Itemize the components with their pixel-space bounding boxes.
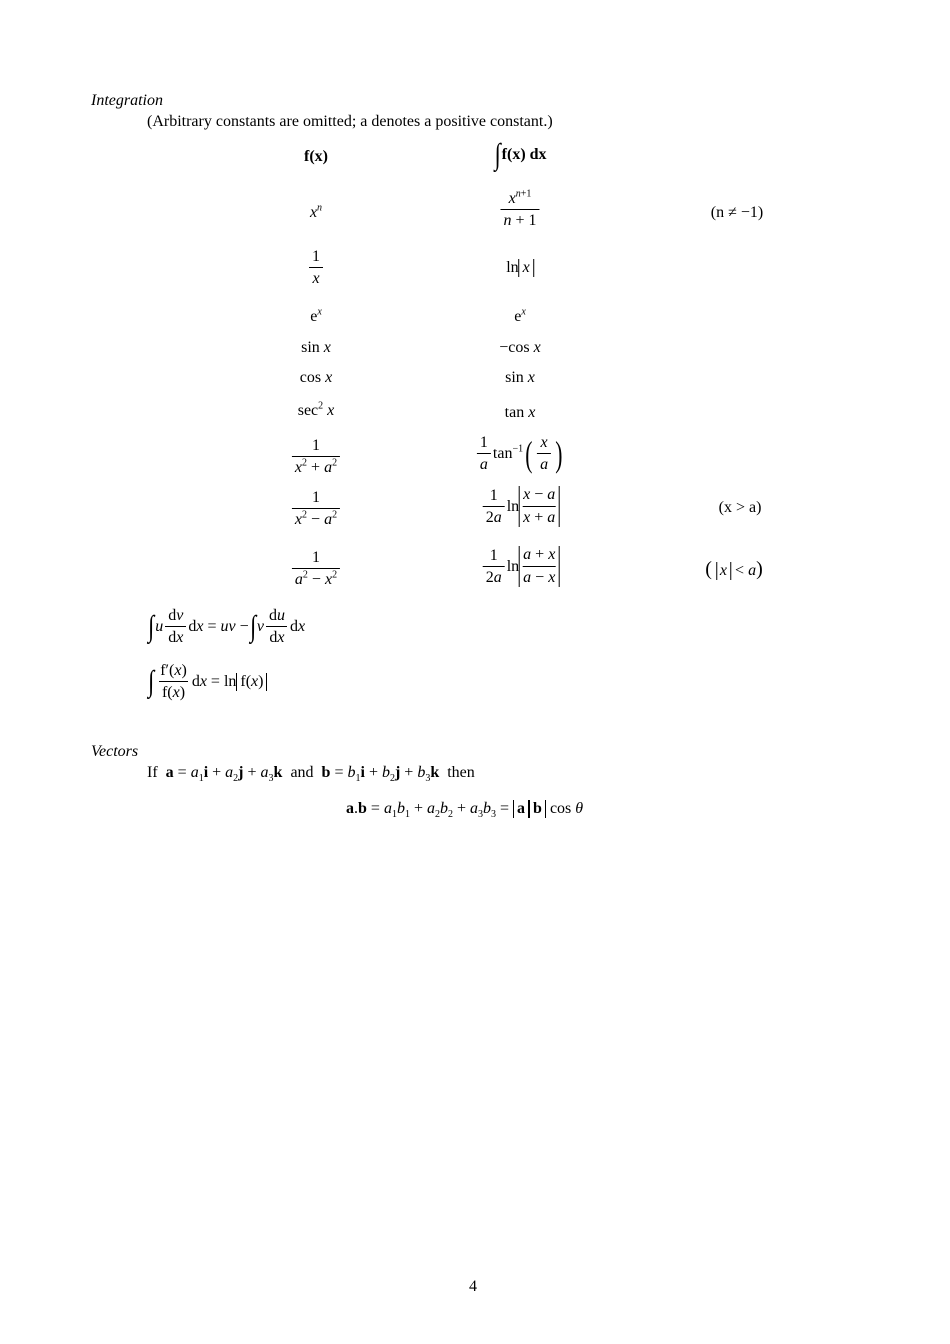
- integration-heading: Integration: [91, 92, 163, 109]
- int-ex: $e^x$: [514, 306, 526, 325]
- fx-xn: $x^n$: [309, 202, 323, 221]
- vectors-definition: If $a = a_1i + a_2j + a_3k$ and $b = b_1i + b_2j + b_3k$ then: [147, 764, 475, 785]
- int-tanx: tan x: [504, 404, 536, 421]
- page-number: 4: [469, 1278, 477, 1295]
- int-neg-cosx: −cos x: [499, 339, 541, 356]
- header-integral: ∫ f(x) dx: [494, 138, 547, 171]
- fx-cosx: cos x: [299, 369, 333, 386]
- fx-sec2x: $\sec^2 x$: [297, 400, 335, 419]
- int-ln-x: ln x: [506, 259, 534, 277]
- fx-1-over-a2-minus-x2: $\frac{1}{a^2 - x^2}$: [290, 549, 342, 588]
- int-ln-x-minus-a: $\frac{1}{2a}$ ln $\frac{x - a}{x + a}$: [481, 486, 560, 527]
- int-arctan: $\frac{1}{a}$ $\tan^{-1}$ ( $\frac{x}{a}$ ): [475, 434, 565, 473]
- dot-product-formula: $a.b = a_1b_1 + a_2b_2 + a_3b_3 = a$ b cos θ: [346, 800, 584, 821]
- int-sinx: sin x: [505, 369, 535, 386]
- integral-icon: ∫: [249, 609, 256, 643]
- integration-note: (Arbitrary constants are omitted; a denotes a positive constant.): [147, 113, 553, 130]
- log-derivative-rule: ∫ $\frac{f'(x)}{f(x)}$ dx = ln f(x): [147, 662, 267, 701]
- int-xn: $\frac{x^{n+1}}{n + 1}$: [498, 190, 541, 229]
- fx-1-over-x: $\frac{1}{x}$: [307, 248, 325, 287]
- fx-1-over-x2-minus-a2: $\frac{1}{x^2 - a^2}$: [290, 489, 342, 528]
- vectors-heading: Vectors: [91, 743, 139, 760]
- fx-ex: $e^x$: [310, 306, 322, 325]
- integral-icon: ∫: [494, 138, 501, 171]
- int-ln-a-plus-x: $\frac{1}{2a}$ ln $\frac{a + x}{a - x}$: [481, 546, 560, 587]
- integral-icon: ∫: [148, 609, 155, 643]
- integral-icon: ∫: [148, 664, 155, 698]
- condition-n: (n ≠ −1): [710, 204, 764, 221]
- condition-x-gt-a: (x > a): [718, 499, 762, 516]
- header-fx: f(x): [304, 148, 328, 165]
- condition-abs-x-lt-a: ( x < a): [705, 558, 763, 580]
- integration-by-parts: ∫ u $\frac{dv}{dx}$ dx = uv − ∫ v $\frac{du}{dx}$ dx: [148, 607, 306, 646]
- fx-1-over-x2-plus-a2: $\frac{1}{x^2 + a^2}$: [290, 437, 342, 476]
- fx-sinx: sin x: [301, 339, 331, 356]
